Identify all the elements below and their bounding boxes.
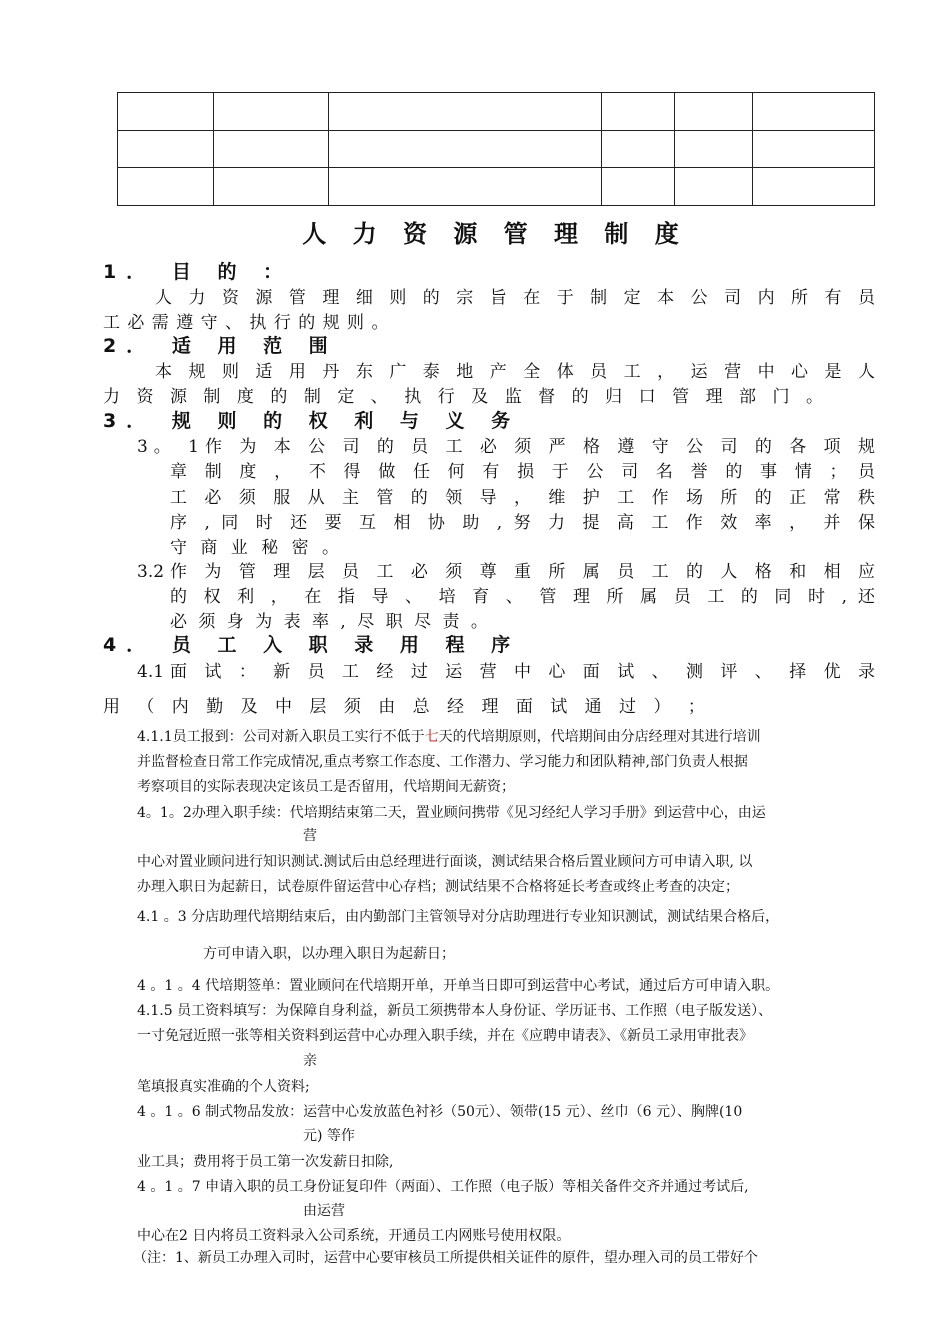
item-4-1-2-line: 4。1。2办理入职手续：代培期结束第二天，置业顾问携带《见习经纪人学习手册》到运营中心，由运 [137, 805, 766, 821]
item-4-1-3-line: 方可申请入职，以办理入职日为起薪日； [203, 946, 455, 962]
rule-3-1-line: 章 制 度 ， 不 得 做 任 何 有 损 于 公 司 名 誉 的 事 情 ； 员 [170, 462, 875, 482]
highlight-days: 七 [424, 729, 439, 745]
item-4-1-6-line: 元) 等作 [303, 1128, 355, 1144]
rule-3-1-line: 序 , 同 时 还 要 互 相 协 助 , 努 力 提 高 工 作 效 率 ， 并 保 [170, 513, 875, 533]
item-4-1-5-line: 亲 [303, 1053, 317, 1069]
section-4-heading: 4． 员 工 入 职 录 用 程 序 [103, 634, 521, 656]
item-4-1-5-line: 4.1.5 员工资料填写：为保障自身利益，新员工须携带本人身份证、学历证书、工作照（电子版发送）、 [137, 1003, 773, 1019]
section-2-line: 本 规 则 适 用 丹 东 广 泰 地 产 全 体 员 工 ， 运 营 中 心 是 人 [155, 362, 875, 382]
table-cell [118, 168, 214, 206]
table-cell [753, 93, 875, 131]
table-cell [675, 93, 753, 131]
table-cell [675, 130, 753, 168]
rule-3-1-line: 守 商 业 秘 密 。 [170, 538, 344, 558]
item-4-1-6-line: 4 。1 。6 制式物品发放：运营中心发放蓝色衬衫（50元）、领带(15 元）、丝巾（6 元）、胸牌(10 [137, 1104, 743, 1120]
table-cell [602, 130, 675, 168]
section-2-line: 力 资 源 制 度 的 制 定 、 执 行 及 监 督 的 归 口 管 理 部 门 。 [103, 387, 823, 407]
table-row [118, 93, 875, 131]
interview-line: 用 （ 内 勤 及 中 层 须 由 总 经 理 面 试 通 过 ） ； [103, 697, 711, 717]
table-cell [329, 93, 602, 131]
section-1-line: 工 必 需 遵 守 、 执 行 的 规 则 。 [103, 313, 390, 333]
item-4-1-5-line: 笔填报真实准确的个人资料; [137, 1079, 310, 1095]
item-4-1-6-line: 业工具；费用将于员工第一次发薪日扣除, [137, 1154, 394, 1170]
item-4-1-1-line: 并监督检查日常工作完成情况,重点考察工作态度、工作潜力、学习能力和团队精神,部门负责人根据 [137, 754, 748, 770]
table-cell [214, 93, 329, 131]
item-4-1-5-line: 一寸免冠近照一张等相关资料到运营中心办理入职手续，并在《应聘申请表》、《新员工录用审批表》 [137, 1028, 753, 1044]
item-4-1-2-line: 营 [303, 828, 317, 844]
rule-3-2-line: 3.2作 为 管 理 层 员 工 必 须 尊 重 所 属 员 工 的 人 格 和 相 应 [137, 562, 875, 582]
header-table [117, 92, 875, 206]
table-cell [329, 168, 602, 206]
section-1-line: 人 力 资 源 管 理 细 则 的 宗 旨 在 于 制 定 本 公 司 内 所 有 员 [155, 288, 875, 308]
section-1-heading: 1． 目 的 ： [103, 261, 293, 283]
item-4-1-1-line: 考察项目的实际表现决定该员工是否留用，代培期间无薪资； [137, 779, 515, 795]
table-cell [753, 168, 875, 206]
note-line: （注：1、新员工办理入司时，运营中心要审核员工所提供相关证件的原件，望办理入司的员工带好个 [133, 1250, 758, 1266]
table-cell [329, 130, 602, 168]
table-cell [602, 93, 675, 131]
item-4-1-1-line [137, 726, 761, 746]
table-cell [118, 130, 214, 168]
item-4-1-3-line: 4.1 。3 分店助理代培期结束后，由内勤部门主管领导对分店助理进行专业知识测试，测试结果合格后， [137, 909, 780, 925]
section-3-heading: 3． 规 则 的 权 利 与 义 务 [103, 410, 521, 432]
item-4-1-7-line: 由运营 [303, 1203, 345, 1219]
item-4-1-4-line: 4 。1 。4 代培期签单：置业顾问在代培期开单，开单当日即可到运营中心考试，通过后方可申请入职。 [137, 978, 780, 994]
table-cell [118, 93, 214, 131]
section-2-heading: 2． 适 用 范 围 [103, 335, 338, 357]
item-4-1-7-line: 中心在2 日内将员工资料录入公司系统，开通员工内网账号使用权限。 [137, 1228, 571, 1244]
rule-3-1-line: 3。 1作 为 本 公 司 的 员 工 必 须 严 格 遵 守 公 司 的 各 项 规 [137, 437, 875, 457]
table-cell [214, 130, 329, 168]
interview-line: 4.1面 试 ： 新 员 工 经 过 运 营 中 心 面 试 、 测 评 、 择 优 录 [137, 662, 875, 682]
table-cell [602, 168, 675, 206]
table-cell [675, 168, 753, 206]
rule-3-2-line: 必 须 身 为 表 率 , 尽 职 尽 责 。 [170, 612, 491, 632]
rule-3-2-line: 的 权 利 ， 在 指 导 、 培 育 、 管 理 所 属 员 工 的 同 时 , 还 [170, 587, 875, 607]
item-4-1-1-text: 天的代培期原则，代培期间由分店经理对其进行培训 [438, 729, 761, 745]
item-4-1-2-line: 中心对置业顾问进行知识测试.测试后由总经理进行面谈，测试结果合格后置业顾问方可申请入职, 以 [137, 854, 753, 870]
table-cell [753, 130, 875, 168]
item-4-1-2-line: 办理入职日为起薪日，试卷原件留运营中心存档；测试结果不合格将延长考查或终止考查的决定； [137, 879, 739, 895]
table-cell [214, 168, 329, 206]
item-4-1-1-text: 4.1.1员工报到：公司对新入职员工实行不低于 [137, 729, 425, 745]
document-title: 人 力 资 源 管 理 制 度 [302, 220, 688, 248]
table-row [118, 130, 875, 168]
rule-3-1-line: 工 必 须 服 从 主 管 的 领 导 ， 维 护 工 作 场 所 的 正 常 秩 [170, 488, 875, 508]
item-4-1-7-line: 4 。1 。7 申请入职的员工身份证复印件（两面）、工作照（电子版）等相关备件交齐并通过考试后, [137, 1179, 749, 1195]
table-row [118, 168, 875, 206]
